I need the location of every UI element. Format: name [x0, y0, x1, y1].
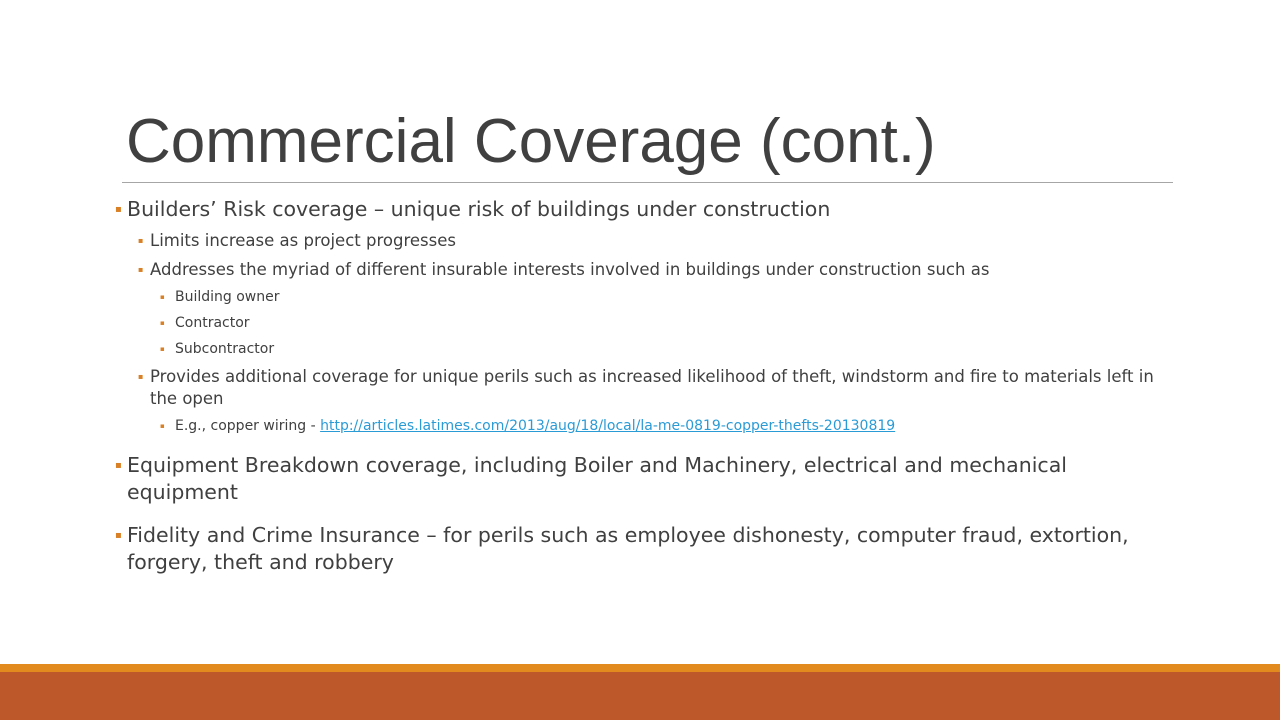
bullet-text: Fidelity and Crime Insurance – for perils such as employee dishonesty, computer fraud, extortion, forgery, theft and robbery	[127, 523, 1129, 574]
bullet-text: Addresses the myriad of different insurable interests involved in buildings under construction such as	[150, 260, 990, 279]
square-bullet-icon: ▪	[160, 319, 165, 327]
bullet-text: Contractor	[175, 315, 250, 331]
bullet-text: E.g., copper wiring -	[175, 418, 321, 434]
square-bullet-icon: ▪	[138, 236, 144, 245]
sub-sub-bullet-item	[160, 288, 1175, 307]
bullet-list	[115, 196, 1175, 576]
square-bullet-icon: ▪	[138, 265, 144, 274]
square-bullet-icon: ▪	[115, 204, 122, 215]
footer-accent-bar	[0, 664, 1280, 672]
sub-bullet-item	[138, 259, 1175, 281]
sub-sub-bullet-item	[160, 340, 1175, 359]
bullet-item-builders-risk	[115, 196, 1175, 223]
sub-sub-bullet-item	[160, 314, 1175, 333]
bullet-text: Equipment Breakdown coverage, including Boiler and Machinery, electrical and mechanical equipment	[127, 453, 1067, 504]
bullet-item-fidelity-crime	[115, 522, 1175, 576]
title-divider	[122, 182, 1173, 183]
sub-bullet-item	[138, 366, 1175, 410]
article-link[interactable]: http://articles.latimes.com/2013/aug/18/local/la-me-0819-copper-thefts-20130819	[320, 418, 896, 434]
bullet-item-equipment-breakdown	[115, 452, 1175, 506]
square-bullet-icon: ▪	[115, 460, 122, 471]
square-bullet-icon: ▪	[138, 372, 144, 381]
bullet-text: Builders’ Risk coverage – unique risk of buildings under construction	[127, 197, 831, 221]
square-bullet-icon: ▪	[160, 345, 165, 353]
bullet-text: Building owner	[175, 289, 280, 305]
square-bullet-icon: ▪	[160, 293, 165, 301]
slide-title: Commercial Coverage (cont.)	[126, 107, 936, 176]
bullet-text: Limits increase as project progresses	[150, 231, 456, 250]
sub-sub-bullet-item	[160, 417, 1175, 436]
square-bullet-icon: ▪	[115, 530, 122, 541]
footer-bar	[0, 672, 1280, 720]
sub-bullet-item	[138, 230, 1175, 252]
bullet-text: Provides additional coverage for unique perils such as increased likelihood of theft, windstorm and fire to materials left in the open	[150, 367, 1154, 408]
bullet-text: Subcontractor	[175, 341, 275, 357]
square-bullet-icon: ▪	[160, 422, 165, 430]
